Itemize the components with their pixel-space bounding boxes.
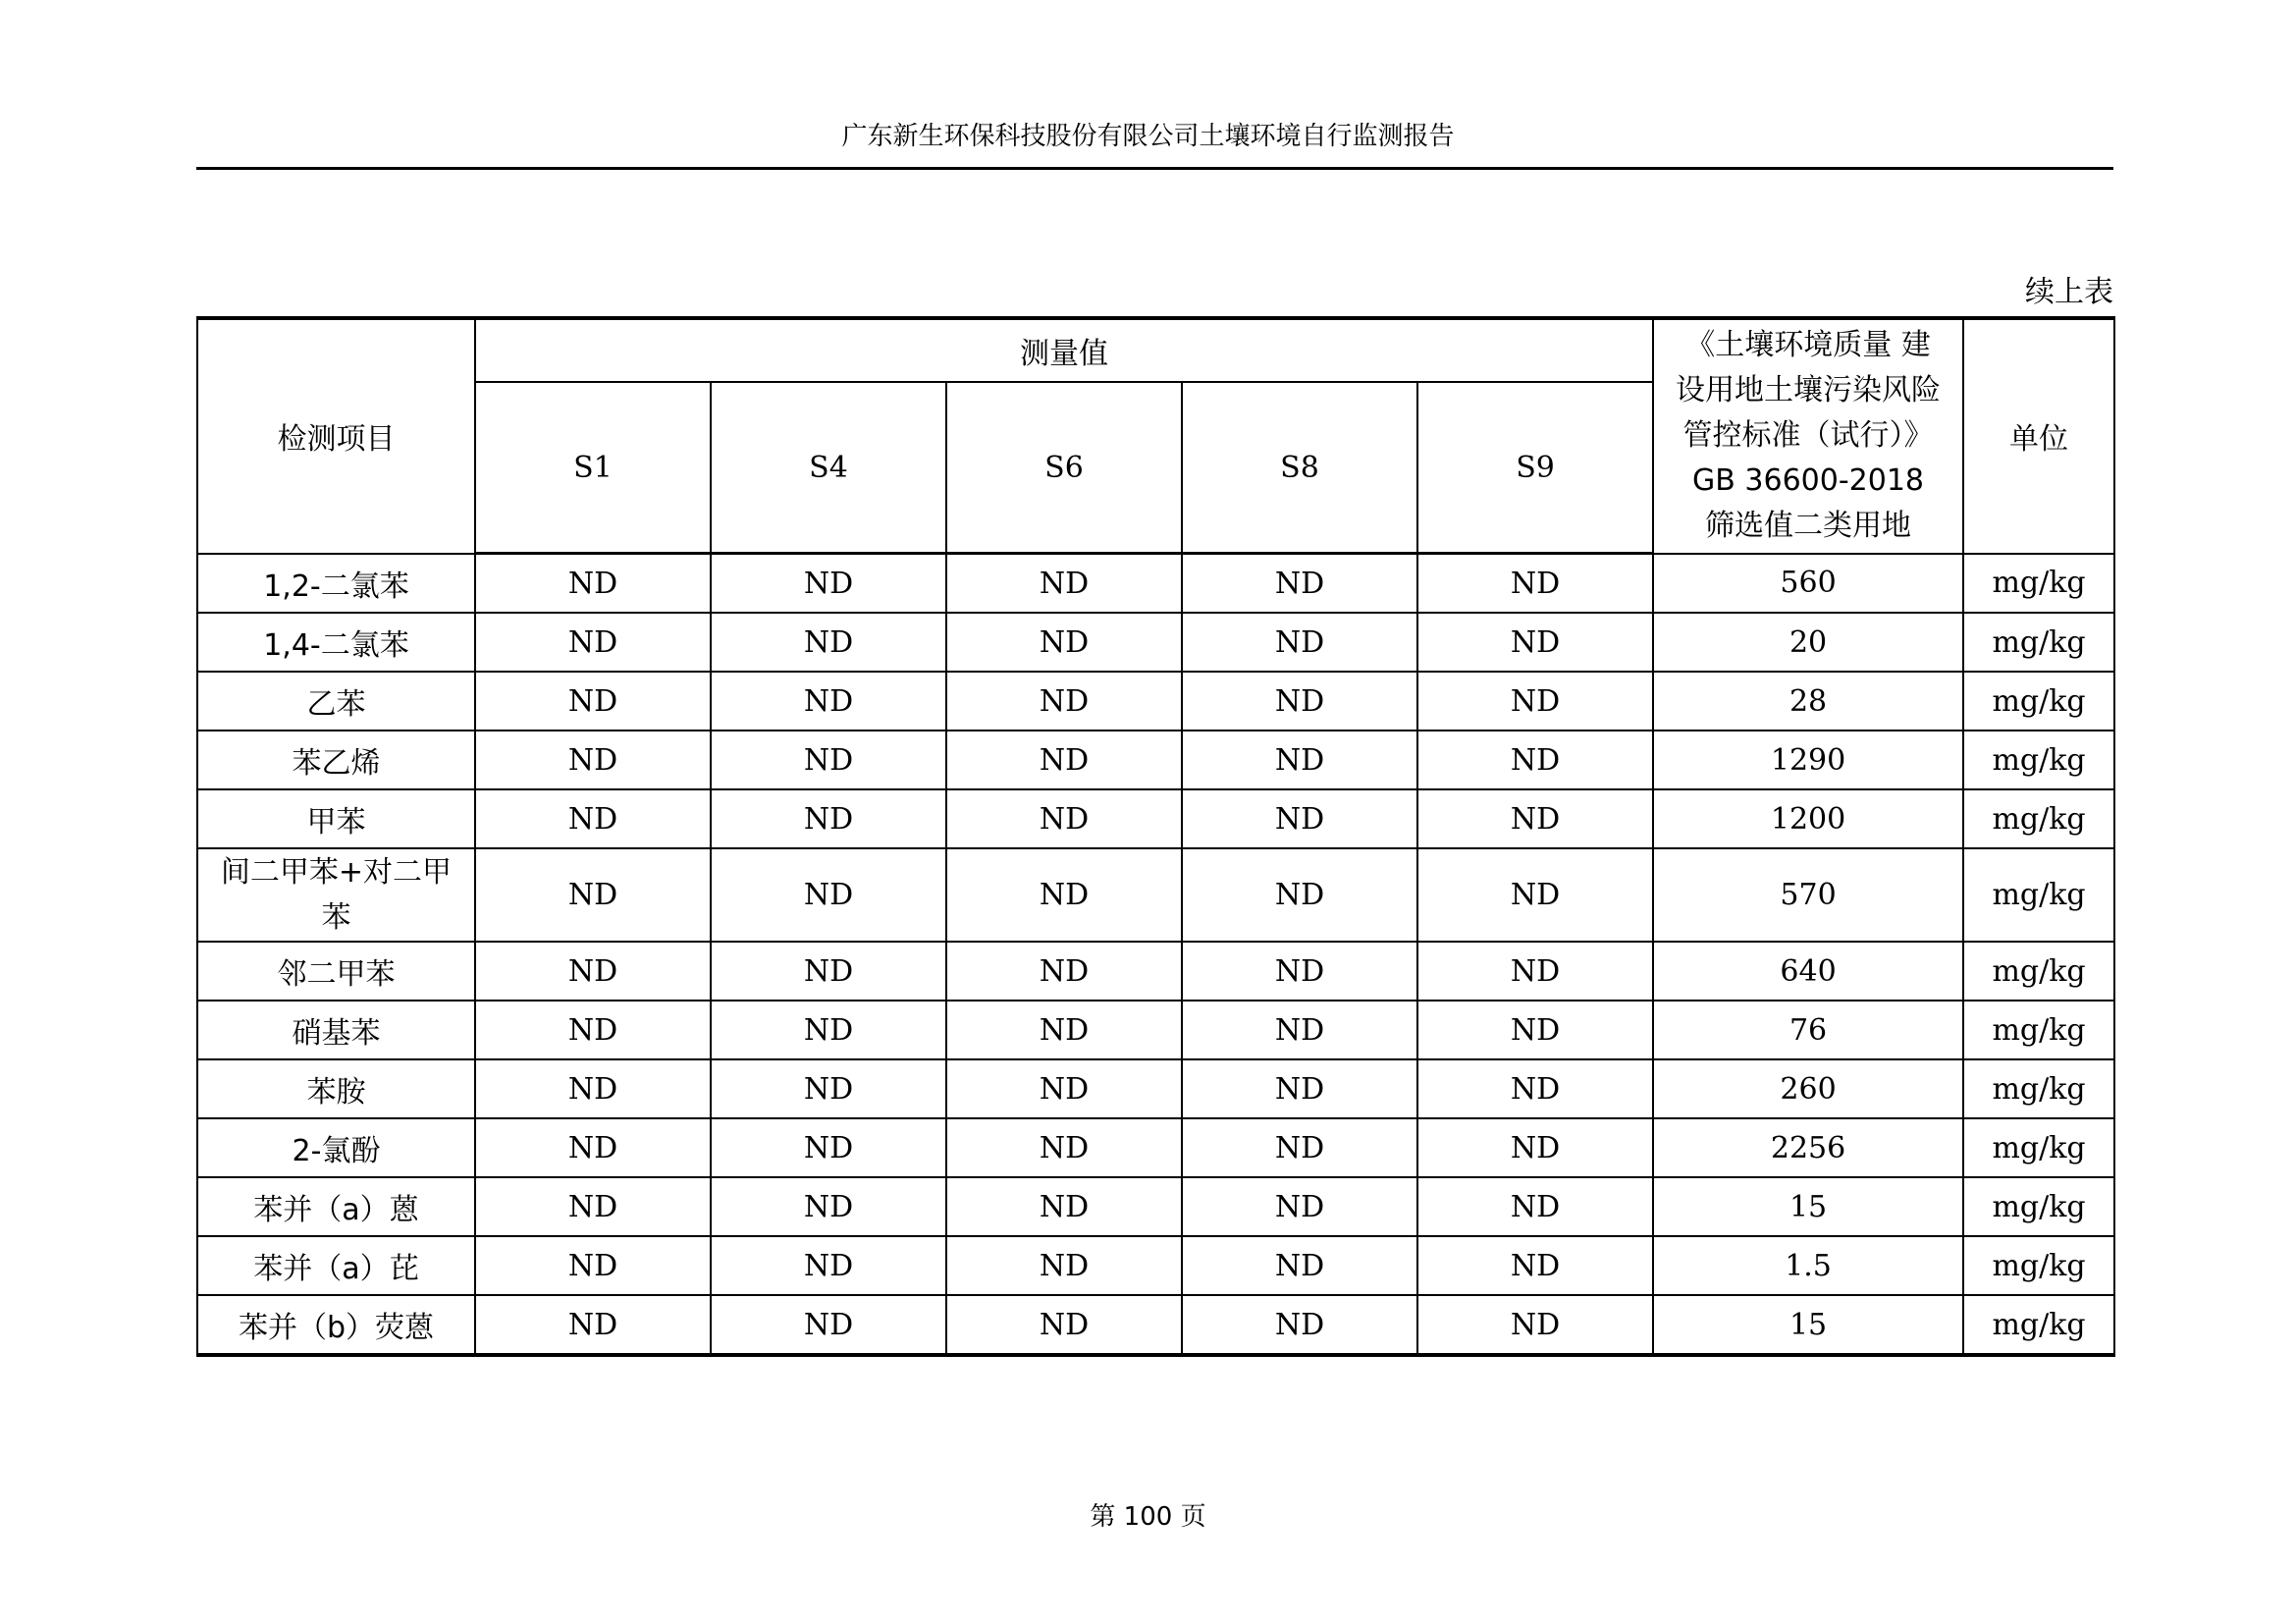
value-cell: ND (1182, 1295, 1417, 1355)
item-cell: 甲苯 (197, 789, 475, 848)
value-cell: ND (711, 731, 946, 789)
standard-cell: 1200 (1653, 789, 1963, 848)
value-cell: ND (711, 554, 946, 614)
item-cell: 1,4-二氯苯 (197, 613, 475, 672)
value-cell: ND (946, 1059, 1182, 1118)
item-header: 检测项目 (197, 318, 475, 554)
standard-header-line: 《土壤环境质量 建 (1685, 328, 1931, 363)
value-cell: ND (711, 613, 946, 672)
value-cell: ND (475, 942, 711, 1001)
unit-cell: mg/kg (1963, 1001, 2114, 1059)
standard-cell: 20 (1653, 613, 1963, 672)
standard-cell: 2256 (1653, 1118, 1963, 1177)
table-row (197, 1177, 2114, 1236)
value-cell: ND (1417, 1118, 1653, 1177)
unit-cell: mg/kg (1963, 672, 2114, 731)
value-cell: ND (1417, 942, 1653, 1001)
unit-cell: mg/kg (1963, 789, 2114, 848)
value-cell: ND (1182, 1177, 1417, 1236)
value-cell: ND (475, 1295, 711, 1355)
value-cell: ND (1417, 554, 1653, 614)
value-cell: ND (946, 1177, 1182, 1236)
value-cell: ND (946, 942, 1182, 1001)
unit-cell: mg/kg (1963, 554, 2114, 614)
value-cell: ND (946, 731, 1182, 789)
value-cell: ND (946, 672, 1182, 731)
page-number: 第 100 页 (1090, 1502, 1206, 1532)
unit-cell: mg/kg (1963, 1059, 2114, 1118)
report-title: 广东新生环保科技股份有限公司土壤环境自行监测报告 (841, 122, 1455, 151)
value-cell: ND (946, 554, 1182, 614)
value-cell: ND (711, 1295, 946, 1355)
value-cell: ND (1417, 848, 1653, 942)
value-cell: ND (475, 1001, 711, 1059)
standard-cell: 1.5 (1653, 1236, 1963, 1295)
value-cell: ND (1417, 731, 1653, 789)
value-cell: ND (711, 1059, 946, 1118)
unit-cell: mg/kg (1963, 1236, 2114, 1295)
table-row (197, 942, 2114, 1001)
item-cell: 苯并（b）荧蒽 (197, 1295, 475, 1355)
value-cell: ND (711, 1118, 946, 1177)
unit-cell: mg/kg (1963, 1118, 2114, 1177)
value-cell: ND (711, 672, 946, 731)
table-row (197, 731, 2114, 789)
value-cell: ND (475, 1177, 711, 1236)
item-cell: 苯乙烯 (197, 731, 475, 789)
value-cell: ND (475, 848, 711, 942)
value-cell: ND (946, 1236, 1182, 1295)
value-cell: ND (475, 554, 711, 614)
site-header: S4 (711, 382, 946, 554)
value-cell: ND (475, 613, 711, 672)
value-cell: ND (1417, 1001, 1653, 1059)
standard-cell: 15 (1653, 1177, 1963, 1236)
site-header: S1 (475, 382, 711, 554)
value-cell: ND (1417, 613, 1653, 672)
item-cell: 硝基苯 (197, 1001, 475, 1059)
value-cell: ND (475, 1059, 711, 1118)
standard-header-line: 筛选值二类用地 (1705, 509, 1912, 544)
standard-cell: 1290 (1653, 731, 1963, 789)
value-cell: ND (1417, 1177, 1653, 1236)
monitoring-table (196, 316, 2115, 1357)
value-cell: ND (711, 789, 946, 848)
measured-header: 测量值 (475, 318, 1653, 382)
table-row (197, 789, 2114, 848)
value-cell: ND (475, 789, 711, 848)
value-cell: ND (1182, 942, 1417, 1001)
unit-cell: mg/kg (1963, 1177, 2114, 1236)
value-cell: ND (1182, 613, 1417, 672)
table-row (197, 672, 2114, 731)
value-cell: ND (1182, 672, 1417, 731)
table-row (197, 1001, 2114, 1059)
item-cell: 苯并（a）蒽 (197, 1177, 475, 1236)
value-cell: ND (475, 1236, 711, 1295)
standard-cell: 570 (1653, 848, 1963, 942)
value-cell: ND (1182, 1236, 1417, 1295)
standard-cell: 260 (1653, 1059, 1963, 1118)
value-cell: ND (1417, 789, 1653, 848)
value-cell: ND (946, 1118, 1182, 1177)
value-cell: ND (946, 789, 1182, 848)
value-cell: ND (1182, 1118, 1417, 1177)
value-cell: ND (946, 613, 1182, 672)
item-cell: 1,2-二氯苯 (197, 554, 475, 614)
table-row (197, 1295, 2114, 1355)
standard-cell: 640 (1653, 942, 1963, 1001)
value-cell: ND (1182, 848, 1417, 942)
standard-header-line: 管控标准（试行）》 (1682, 418, 1934, 454)
value-cell: ND (711, 1236, 946, 1295)
item-cell: 2-氯酚 (197, 1118, 475, 1177)
site-header: S8 (1182, 382, 1417, 554)
standard-header (1653, 318, 1963, 554)
value-cell: ND (1182, 789, 1417, 848)
value-cell: ND (475, 1118, 711, 1177)
standard-header-line: GB 36600-2018 (1692, 463, 1925, 499)
table-row (197, 1059, 2114, 1118)
table-row (197, 1236, 2114, 1295)
item-cell: 间二甲苯+对二甲苯 (197, 848, 475, 942)
header-divider (196, 167, 2113, 170)
value-cell: ND (475, 672, 711, 731)
unit-cell: mg/kg (1963, 942, 2114, 1001)
value-cell: ND (946, 1001, 1182, 1059)
site-header: S9 (1417, 382, 1653, 554)
value-cell: ND (1182, 1059, 1417, 1118)
continued-label: 续上表 (2025, 275, 2113, 309)
unit-cell: mg/kg (1963, 1295, 2114, 1355)
value-cell: ND (711, 848, 946, 942)
unit-cell: mg/kg (1963, 848, 2114, 942)
standard-cell: 560 (1653, 554, 1963, 614)
value-cell: ND (1417, 672, 1653, 731)
table-row (197, 848, 2114, 942)
item-cell: 邻二甲苯 (197, 942, 475, 1001)
item-cell: 苯并（a）芘 (197, 1236, 475, 1295)
table-row (197, 554, 2114, 614)
site-header: S6 (946, 382, 1182, 554)
unit-cell: mg/kg (1963, 613, 2114, 672)
value-cell: ND (1417, 1059, 1653, 1118)
value-cell: ND (1182, 1001, 1417, 1059)
value-cell: ND (711, 1177, 946, 1236)
value-cell: ND (946, 848, 1182, 942)
standard-cell: 76 (1653, 1001, 1963, 1059)
unit-header: 单位 (1963, 318, 2114, 554)
standard-cell: 28 (1653, 672, 1963, 731)
value-cell: ND (711, 942, 946, 1001)
value-cell: ND (1182, 554, 1417, 614)
item-cell: 乙苯 (197, 672, 475, 731)
value-cell: ND (711, 1001, 946, 1059)
value-cell: ND (1182, 731, 1417, 789)
standard-cell: 15 (1653, 1295, 1963, 1355)
value-cell: ND (1417, 1236, 1653, 1295)
item-cell: 苯胺 (197, 1059, 475, 1118)
table-row (197, 613, 2114, 672)
unit-cell: mg/kg (1963, 731, 2114, 789)
table-row (197, 1118, 2114, 1177)
value-cell: ND (1417, 1295, 1653, 1355)
value-cell: ND (475, 731, 711, 789)
value-cell: ND (946, 1295, 1182, 1355)
standard-header-line: 设用地土壤污染风险 (1676, 373, 1942, 408)
